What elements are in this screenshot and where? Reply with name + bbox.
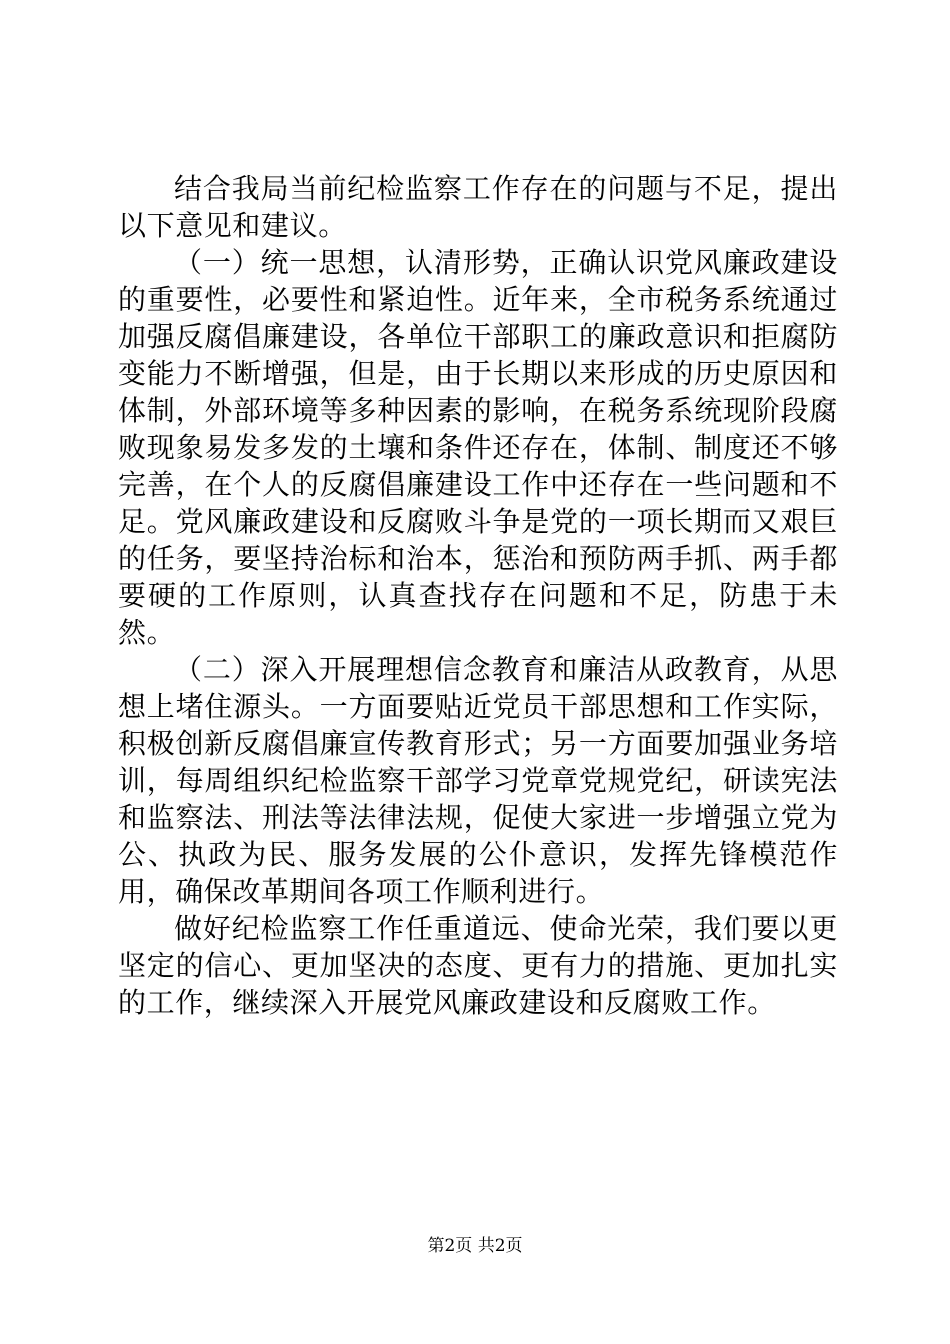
paragraph-section-two: （二）深入开展理想信念教育和廉洁从政教育，从思想上堵住源头。一方面要贴近党员干部思想和工作实际，积极创新反腐倡廉宣传教育形式；另一方面要加强业务培训，每周组织纪检监察干部学习党章党规党纪，研读宪法和监察法、刑法等法律法规，促使大家进一步增强立党为公、执政为民、服务发展的公仆意识，发挥先锋模范作用，确保改革期间各项工作顺利进行。 <box>118 653 838 908</box>
page-number-footer: 第2页 共2页 <box>427 1236 523 1256</box>
document-body <box>118 170 838 1021</box>
paragraph-conclusion: 做好纪检监察工作任重道远、使命光荣，我们要以更坚定的信心、更加坚决的态度、更有力的措施、更加扎实的工作，继续深入开展党风廉政建设和反腐败工作。 <box>118 912 838 1019</box>
paragraph-intro: 结合我局当前纪检监察工作存在的问题与不足，提出以下意见和建议。 <box>118 172 838 242</box>
paragraph-section-one: （一）统一思想，认清形势，正确认识党风廉政建设的重要性，必要性和紧迫性。近年来，全市税务系统通过加强反腐倡廉建设，各单位干部职工的廉政意识和拒腐防变能力不断增强，但是，由于长期以来形成的历史原因和体制，外部环境等多种因素的影响，在税务系统现阶段腐败现象易发多发的土壤和条件还存在，体制、制度还不够完善，在个人的反腐倡廉建设工作中还存在一些问题和不足。党风廉政建设和反腐败斗争是党的一项长期而又艰巨的任务，要坚持治标和治本，惩治和预防两手抓、两手都要硬的工作原则，认真查找存在问题和不足，防患于未然。 <box>118 246 838 649</box>
